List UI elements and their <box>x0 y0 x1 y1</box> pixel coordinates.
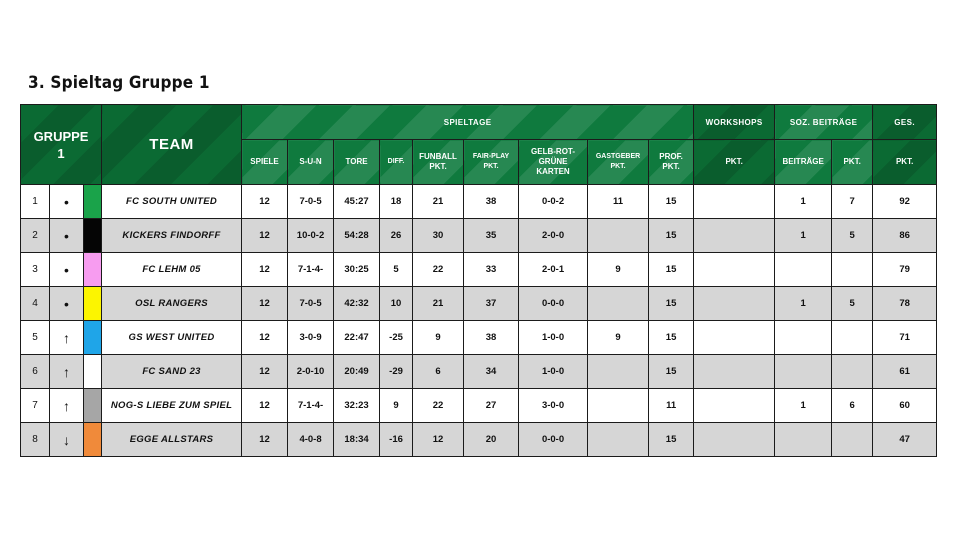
team-color-fill <box>84 287 101 320</box>
team-color-fill <box>84 389 101 422</box>
spiele-cell: 12 <box>242 219 288 253</box>
team-name: GS WEST UNITED <box>102 321 242 355</box>
karten-cell: 0-0-0 <box>519 287 588 321</box>
soz-pkt-cell: 7 <box>832 185 873 219</box>
header-sun: S-U-N <box>288 140 334 185</box>
team-name: FC LEHM 05 <box>102 253 242 287</box>
team-name: OSL RANGERS <box>102 287 242 321</box>
trend-icon: ↑ <box>50 389 84 423</box>
trend-icon: ↓ <box>50 423 84 457</box>
table-row <box>21 389 937 423</box>
beitraege-cell: 1 <box>775 185 832 219</box>
table-row <box>21 185 937 219</box>
rank-cell: 2 <box>21 219 50 253</box>
soz-pkt-cell: 5 <box>832 287 873 321</box>
header-spieltage: SPIELTAGE <box>242 105 694 140</box>
spiele-cell: 12 <box>242 253 288 287</box>
tore-cell: 42:32 <box>334 287 380 321</box>
tore-cell: 22:47 <box>334 321 380 355</box>
diff-cell: 10 <box>380 287 413 321</box>
workshops-cell <box>694 287 775 321</box>
header-funball: FUNBALL PKT. <box>413 140 464 185</box>
sun-cell: 4-0-8 <box>288 423 334 457</box>
ges-cell: 71 <box>873 321 937 355</box>
table-body <box>21 185 937 457</box>
sun-cell: 3-0-9 <box>288 321 334 355</box>
fairplay-cell: 35 <box>464 219 519 253</box>
table-row <box>21 253 937 287</box>
sun-cell: 7-0-5 <box>288 185 334 219</box>
team-color-swatch <box>84 219 102 253</box>
rank-cell: 5 <box>21 321 50 355</box>
prof-cell: 15 <box>649 423 694 457</box>
workshops-cell <box>694 423 775 457</box>
tore-cell: 54:28 <box>334 219 380 253</box>
header-beitraege: BEITRÄGE <box>775 140 832 185</box>
karten-cell: 1-0-0 <box>519 355 588 389</box>
ges-cell: 60 <box>873 389 937 423</box>
funball-cell: 21 <box>413 185 464 219</box>
diff-cell: -29 <box>380 355 413 389</box>
prof-cell: 15 <box>649 355 694 389</box>
prof-cell: 15 <box>649 185 694 219</box>
trend-icon: • <box>50 185 84 219</box>
header-fairplay: FAIR-PLAY PKT. <box>464 140 519 185</box>
diff-cell: 26 <box>380 219 413 253</box>
beitraege-cell: 1 <box>775 287 832 321</box>
funball-cell: 22 <box>413 389 464 423</box>
spiele-cell: 12 <box>242 355 288 389</box>
beitraege-cell <box>775 423 832 457</box>
soz-pkt-cell <box>832 423 873 457</box>
header-workshops: WORKSHOPS <box>694 105 775 140</box>
fairplay-cell: 38 <box>464 321 519 355</box>
header-soz-pkt: PKT. <box>832 140 873 185</box>
header-gruppe <box>21 105 102 185</box>
diff-cell: -25 <box>380 321 413 355</box>
prof-cell: 15 <box>649 253 694 287</box>
team-color-swatch <box>84 321 102 355</box>
soz-pkt-cell <box>832 321 873 355</box>
fairplay-cell: 38 <box>464 185 519 219</box>
spiele-cell: 12 <box>242 287 288 321</box>
beitraege-cell: 1 <box>775 219 832 253</box>
ges-cell: 92 <box>873 185 937 219</box>
workshops-cell <box>694 389 775 423</box>
header-gastgeber: GASTGEBER PKT. <box>588 140 649 185</box>
fairplay-cell: 34 <box>464 355 519 389</box>
team-color-fill <box>84 253 101 286</box>
team-color-fill <box>84 219 101 252</box>
sun-cell: 2-0-10 <box>288 355 334 389</box>
spiele-cell: 12 <box>242 321 288 355</box>
trend-icon: • <box>50 287 84 321</box>
team-color-fill <box>84 321 101 354</box>
karten-cell: 0-0-0 <box>519 423 588 457</box>
gastgeber-cell <box>588 219 649 253</box>
rank-cell: 4 <box>21 287 50 321</box>
ges-cell: 86 <box>873 219 937 253</box>
ges-cell: 61 <box>873 355 937 389</box>
team-color-fill <box>84 355 101 388</box>
beitraege-cell <box>775 321 832 355</box>
fairplay-cell: 33 <box>464 253 519 287</box>
team-name: FC SOUTH UNITED <box>102 185 242 219</box>
gastgeber-cell <box>588 287 649 321</box>
diff-cell: 9 <box>380 389 413 423</box>
team-name: FC SAND 23 <box>102 355 242 389</box>
tore-cell: 45:27 <box>334 185 380 219</box>
workshops-cell <box>694 219 775 253</box>
spiele-cell: 12 <box>242 185 288 219</box>
fairplay-cell: 37 <box>464 287 519 321</box>
sun-cell: 7-0-5 <box>288 287 334 321</box>
gastgeber-cell <box>588 355 649 389</box>
rank-cell: 8 <box>21 423 50 457</box>
team-color-swatch <box>84 389 102 423</box>
ges-cell: 47 <box>873 423 937 457</box>
table-row <box>21 355 937 389</box>
tore-cell: 30:25 <box>334 253 380 287</box>
team-color-swatch <box>84 423 102 457</box>
trend-icon: • <box>50 219 84 253</box>
soz-pkt-cell <box>832 253 873 287</box>
rank-cell: 6 <box>21 355 50 389</box>
prof-cell: 11 <box>649 389 694 423</box>
gastgeber-cell: 9 <box>588 321 649 355</box>
header-soz-beitraege: SOZ. BEITRÄGE <box>775 105 873 140</box>
diff-cell: 18 <box>380 185 413 219</box>
beitraege-cell <box>775 253 832 287</box>
rank-cell: 7 <box>21 389 50 423</box>
table-row <box>21 423 937 457</box>
team-name: KICKERS FINDORFF <box>102 219 242 253</box>
tore-cell: 32:23 <box>334 389 380 423</box>
sun-cell: 10-0-2 <box>288 219 334 253</box>
team-name: NOG-S LIEBE ZUM SPIEL <box>102 389 242 423</box>
trend-icon: • <box>50 253 84 287</box>
gastgeber-cell: 9 <box>588 253 649 287</box>
workshops-cell <box>694 253 775 287</box>
team-color-swatch <box>84 253 102 287</box>
header-prof: PROF. PKT. <box>649 140 694 185</box>
funball-cell: 9 <box>413 321 464 355</box>
sun-cell: 7-1-4- <box>288 253 334 287</box>
trend-icon: ↑ <box>50 355 84 389</box>
rank-cell: 1 <box>21 185 50 219</box>
header-ges-pkt: PKT. <box>873 140 937 185</box>
ges-cell: 79 <box>873 253 937 287</box>
header-spiele: SPIELE <box>242 140 288 185</box>
soz-pkt-cell: 5 <box>832 219 873 253</box>
workshops-cell <box>694 185 775 219</box>
tore-cell: 18:34 <box>334 423 380 457</box>
karten-cell: 0-0-2 <box>519 185 588 219</box>
diff-cell: 5 <box>380 253 413 287</box>
header-workshops-pkt: PKT. <box>694 140 775 185</box>
sun-cell: 7-1-4- <box>288 389 334 423</box>
funball-cell: 30 <box>413 219 464 253</box>
header-team: TEAM <box>102 105 242 185</box>
gastgeber-cell <box>588 389 649 423</box>
trend-icon: ↑ <box>50 321 84 355</box>
prof-cell: 15 <box>649 287 694 321</box>
team-color-fill <box>84 423 101 456</box>
funball-cell: 21 <box>413 287 464 321</box>
tore-cell: 20:49 <box>334 355 380 389</box>
funball-cell: 6 <box>413 355 464 389</box>
karten-cell: 2-0-1 <box>519 253 588 287</box>
header-tore: TORE <box>334 140 380 185</box>
header-diff: DIFF. <box>380 140 413 185</box>
table-row <box>21 321 937 355</box>
diff-cell: -16 <box>380 423 413 457</box>
gastgeber-cell <box>588 423 649 457</box>
header-ges: GES. <box>873 105 937 140</box>
table-row <box>21 219 937 253</box>
spiele-cell: 12 <box>242 389 288 423</box>
ges-cell: 78 <box>873 287 937 321</box>
gastgeber-cell: 11 <box>588 185 649 219</box>
workshops-cell <box>694 321 775 355</box>
beitraege-cell <box>775 355 832 389</box>
karten-cell: 3-0-0 <box>519 389 588 423</box>
team-color-swatch <box>84 355 102 389</box>
prof-cell: 15 <box>649 219 694 253</box>
team-color-swatch <box>84 287 102 321</box>
standings-table <box>20 104 937 457</box>
team-color-fill <box>84 185 101 218</box>
header-gruppe-label: GRUPPE 1 <box>33 128 89 161</box>
prof-cell: 15 <box>649 321 694 355</box>
soz-pkt-cell <box>832 355 873 389</box>
spiele-cell: 12 <box>242 423 288 457</box>
team-color-swatch <box>84 185 102 219</box>
team-name: EGGE ALLSTARS <box>102 423 242 457</box>
soz-pkt-cell: 6 <box>832 389 873 423</box>
header-karten: GELB-ROT- GRÜNE KARTEN <box>519 140 588 185</box>
rank-cell: 3 <box>21 253 50 287</box>
karten-cell: 1-0-0 <box>519 321 588 355</box>
fairplay-cell: 20 <box>464 423 519 457</box>
funball-cell: 22 <box>413 253 464 287</box>
table-row <box>21 287 937 321</box>
fairplay-cell: 27 <box>464 389 519 423</box>
beitraege-cell: 1 <box>775 389 832 423</box>
page-title: 3. Spieltag Gruppe 1 <box>28 73 210 93</box>
karten-cell: 2-0-0 <box>519 219 588 253</box>
workshops-cell <box>694 355 775 389</box>
funball-cell: 12 <box>413 423 464 457</box>
